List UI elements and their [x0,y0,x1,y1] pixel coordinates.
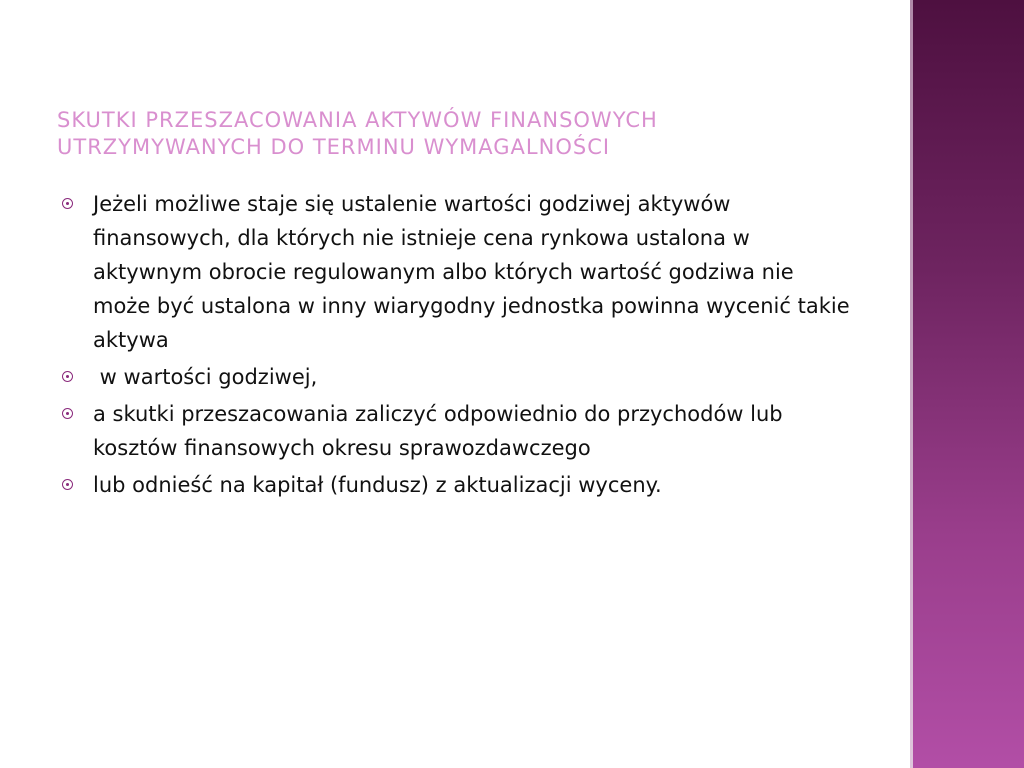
bullet-text: lub odnieść na kapitał (fundusz) z aktualizacji wyceny. [93,473,662,497]
bullet-item [60,468,850,502]
bullet-item [60,397,850,465]
title-line-1: SKUTKI PRZESZACOWANIA AKTYWÓW FINANSOWYCH [57,108,658,132]
circle-bullet-icon [62,479,73,490]
bullet-text: w wartości godziwej, [93,365,318,389]
bullet-text: a skutki przeszacowania zaliczyć odpowiednio do przychodów lub kosztów finansowych okresu sprawozdawczego [93,402,783,460]
bullet-item [60,360,850,394]
title-line-2: UTRZYMYWANYCH DO TERMINU WYMAGALNOŚCI [57,135,611,159]
slide-title [57,107,877,161]
side-decorative-band [913,0,1024,768]
bullet-list [60,187,850,505]
circle-bullet-icon [62,198,73,209]
bullet-text: Jeżeli możliwe staje się ustalenie wartości godziwej aktywów finansowych, dla których nie istnieje cena rynkowa ustalona w aktywnym obrocie regulowanym albo których wartość godziwa nie może być ustalona w inny wiarygodny jednostka powinna wycenić takie aktywa [93,192,850,352]
circle-bullet-icon [62,408,73,419]
bullet-item [60,187,850,357]
circle-bullet-icon [62,371,73,382]
